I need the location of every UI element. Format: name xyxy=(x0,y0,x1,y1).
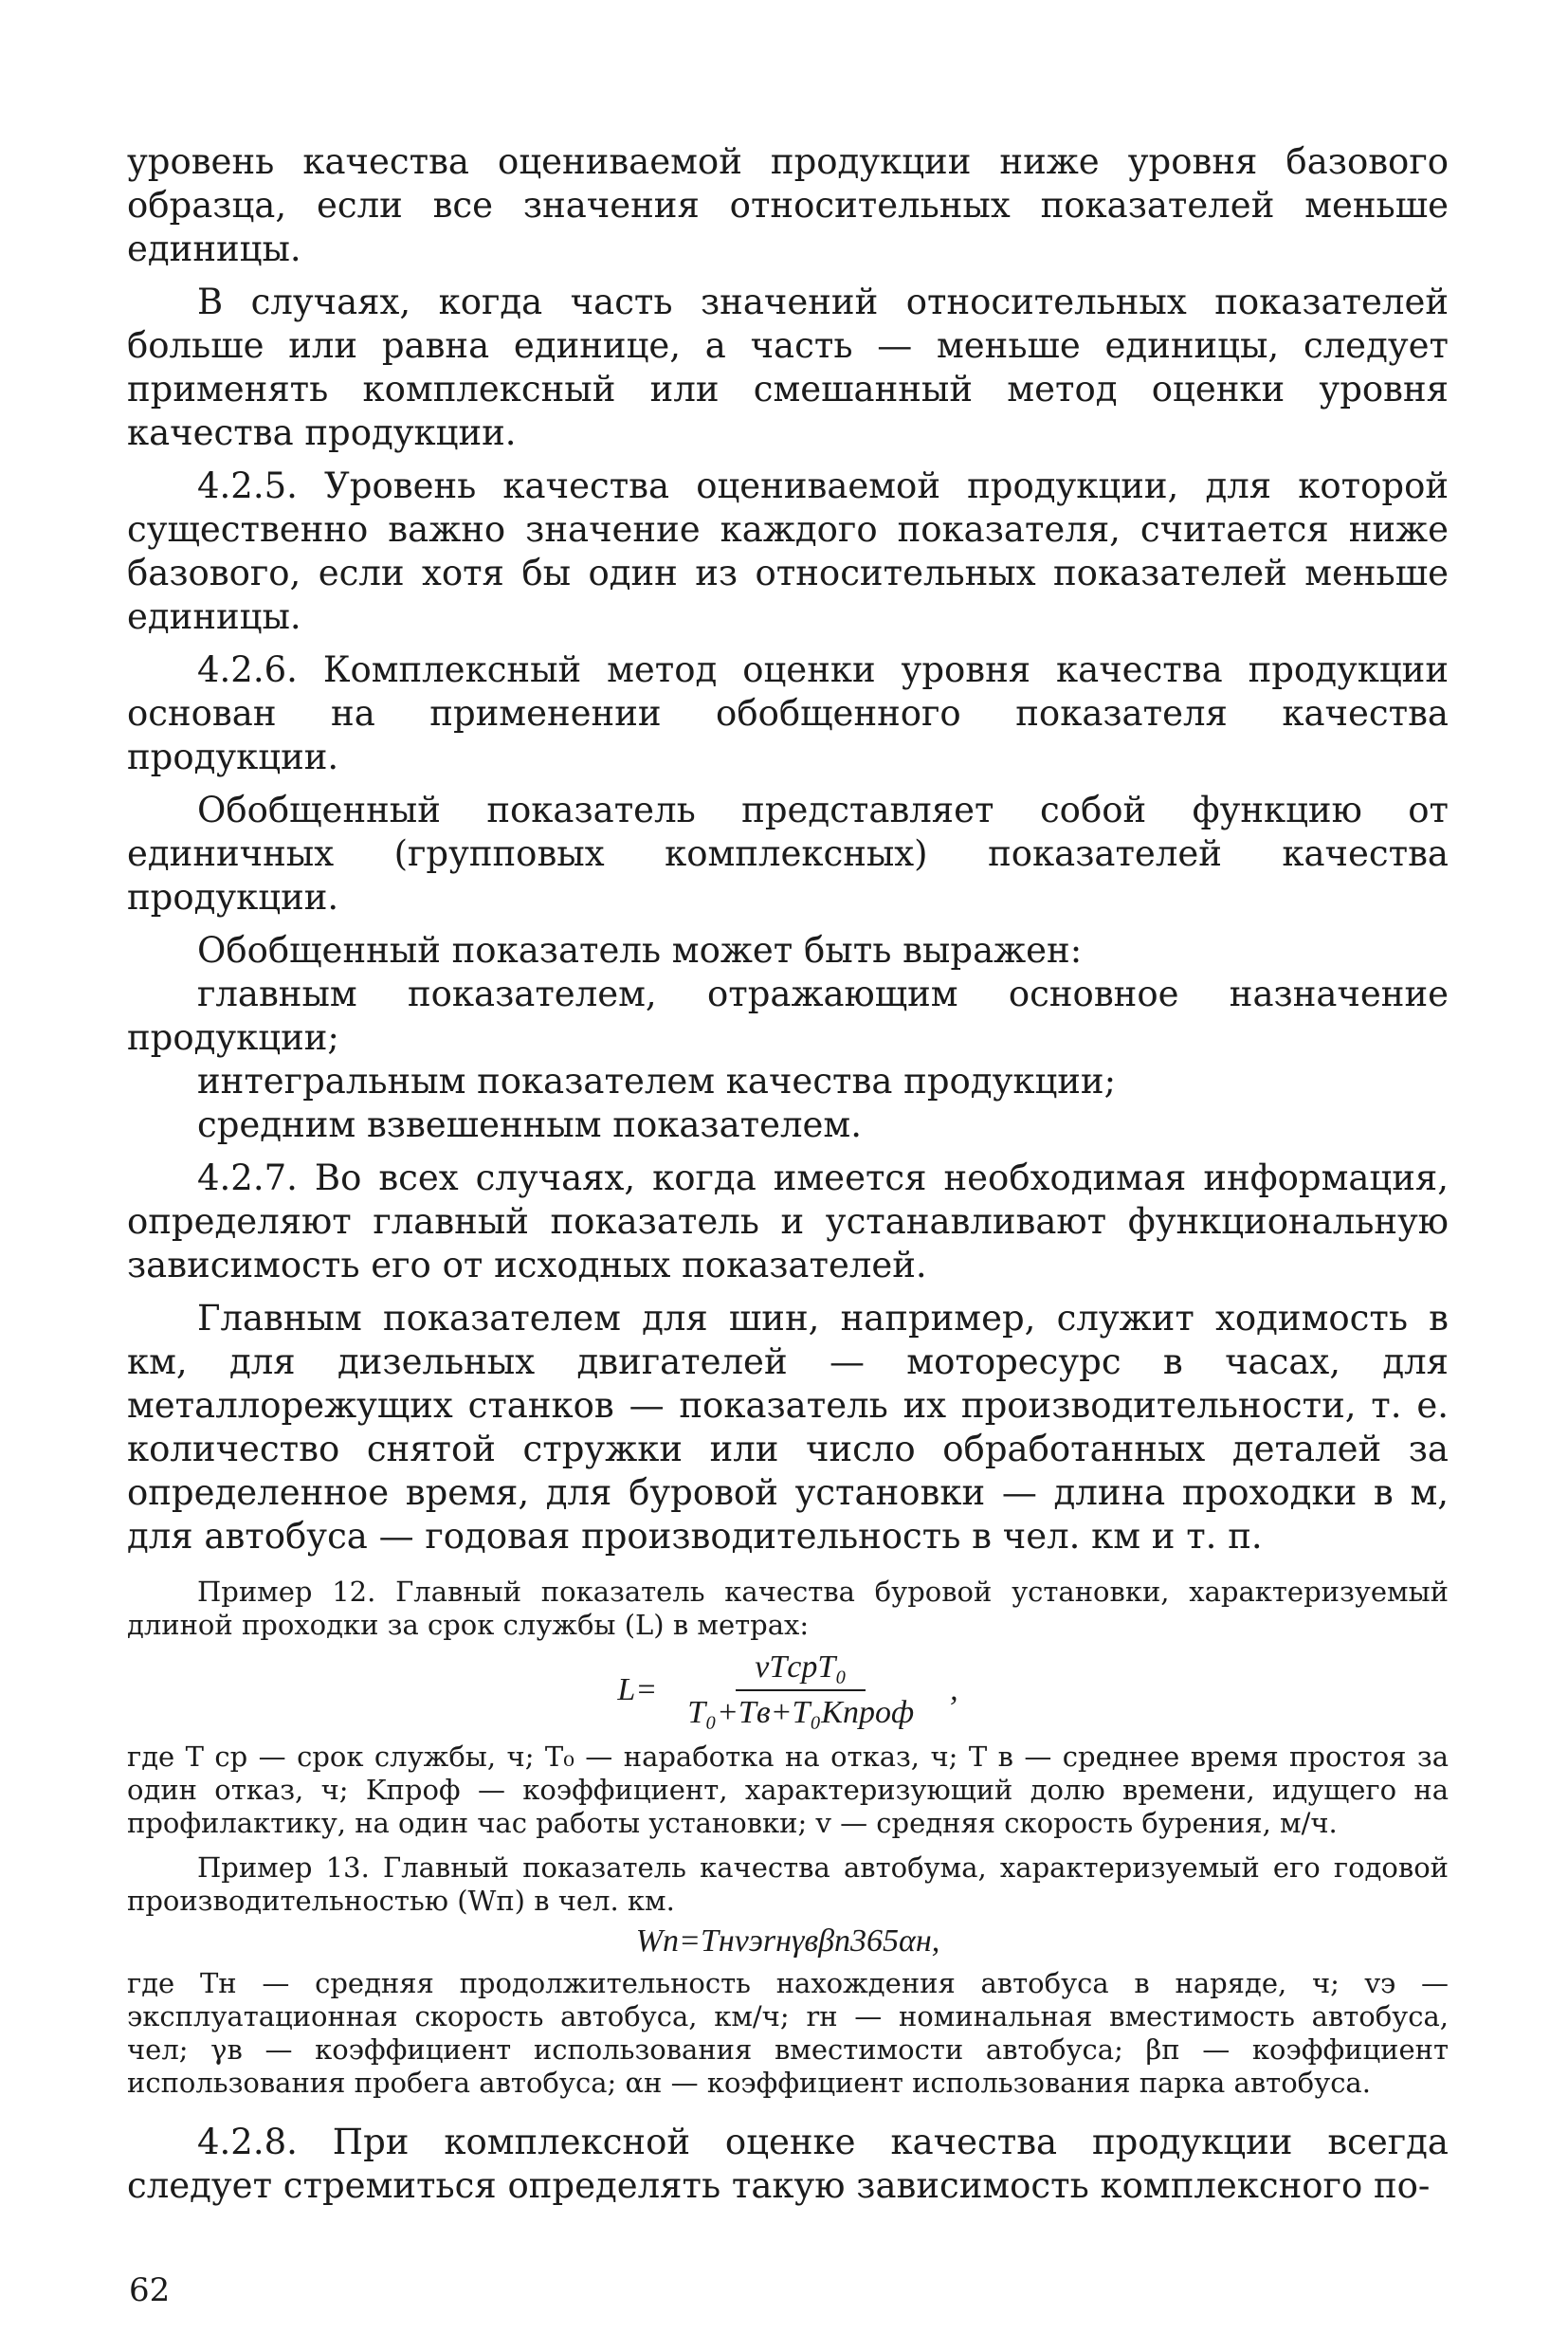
paragraph-4-2-5: 4.2.5. Уровень качества оцениваемой продукции, для которой существенно важно значение каждого показателя, считается ниже базового, если хотя бы один из относительных показателей меньше единицы. xyxy=(127,465,1449,637)
page-body xyxy=(127,140,1449,2208)
formula-tail: , xyxy=(950,1672,958,1707)
example-12-explanation: где T ср — срок службы, ч; T₀ — наработка на отказ, ч; T в — среднее время простоя за один отказ, ч; Kпроф — коэффициент, характеризующий долю времени, идущего на профилактику, на один час работы установки; v — средняя скорость бурения, м/ч. xyxy=(127,1740,1449,1839)
paragraph-4-2-7: 4.2.7. Во всех случаях, когда имеется необходимая информация, определяют главный показатель и устанавливают функциональную зависимость его от исходных показателей. xyxy=(127,1157,1449,1285)
example-12-formula xyxy=(127,1649,1449,1731)
formula-numerator: vTсрT₀ xyxy=(736,1649,866,1691)
example-13-explanation: где Tн — средняя продолжительность нахождения автобуса в наряде, ч; vэ — эксплуатационная скорость автобуса, км/ч; rн — номинальная вместимость автобуса, чел; γв — коэффициент использования вместимости автобуса; βп — коэффициент использования пробега автобуса; αн — коэффициент использования парка автобуса. xyxy=(127,1967,1449,2099)
paragraph-4-2-6: 4.2.6. Комплексный метод оценки уровня качества продукции основан на применении обобщенного показателя качества продукции. xyxy=(127,649,1449,777)
paragraph-4-2-8: 4.2.8. При комплексной оценке качества продукции всегда следует стремиться определять такую зависимость комплексного по- xyxy=(127,2122,1449,2206)
example-13-formula: Wп=Tнvэrнγвβп365αн, xyxy=(635,1923,940,1959)
list-item-integral-indicator: интегральным показателем качества продукции; xyxy=(197,1061,1117,1102)
paragraph-main-indicator-examples: Главным показателем для шин, например, служит ходимость в км, для дизельных двигателей — моторесурс в часах, для металлорежущих станков — показатель их производительности, т. е. количество снятой стружки или число обработанных деталей за определенное время, для буровой установки — длина проходки в м, для автобуса — годовая производительность в чел. км и т. п. xyxy=(127,1298,1449,1557)
list-item-main-indicator: главным показателем, отражающим основное назначение продукции; xyxy=(127,974,1449,1058)
list-item-weighted-indicator: средним взвешенным показателем. xyxy=(197,1104,862,1145)
page-number: 62 xyxy=(129,2271,171,2309)
formula-lhs: L= xyxy=(617,1672,658,1707)
paragraph-may-be-expressed: Обобщенный показатель может быть выражен: xyxy=(197,930,1083,971)
paragraph-2: В случаях, когда часть значений относительных показателей больше или равна единице, а часть — меньше единицы, следует применять комплексный или смешанный метод оценки уровня качества продукции. xyxy=(127,282,1449,453)
example-12-text: Пример 12. Главный показатель качества буровой установки, характеризуемый длиной проходки за срок службы (L) в метрах: xyxy=(127,1576,1449,1641)
formula-fraction xyxy=(668,1649,933,1731)
formula-denominator: T₀+Tв+T₀Kпроф xyxy=(687,1695,915,1730)
paragraph-generalized-indicator: Обобщенный показатель представляет собой функцию от единичных (групповых комплексных) показателей качества продукции. xyxy=(127,790,1449,918)
paragraph-1: уровень качества оцениваемой продукции ниже уровня базового образца, если все значения относительных показателей меньше единицы. xyxy=(127,141,1449,269)
example-13-text: Пример 13. Главный показатель качества автобума, характеризуемый его годовой производительностью (Wп) в чел. км. xyxy=(127,1851,1449,1917)
